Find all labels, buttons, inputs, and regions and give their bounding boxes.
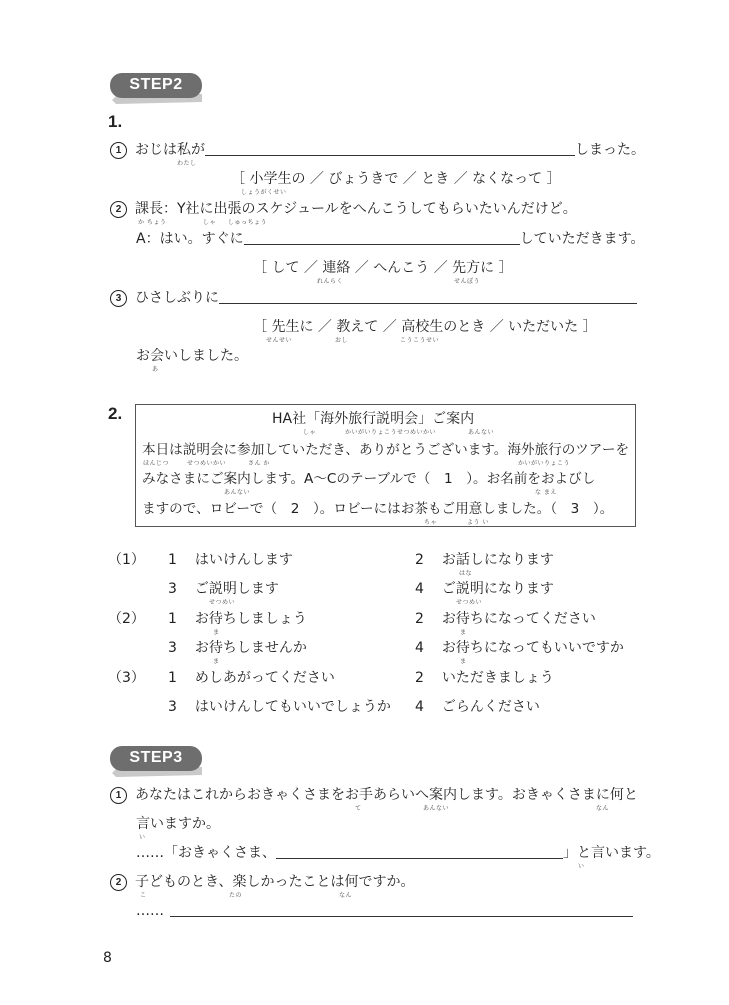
furigana: せんせい [266, 337, 293, 344]
option-choice[interactable] [415, 698, 540, 716]
furigana: か ちょう [138, 219, 167, 226]
notice-title: HA社「海外旅行説明会」ご案内 [272, 411, 475, 427]
choice-text: お待ちになってもいいですか [441, 640, 624, 656]
circle-marker: 3 [110, 290, 127, 307]
choice-number: 3 [168, 640, 177, 656]
choice-text: めしあがってください [194, 670, 335, 686]
furigana: さん か [248, 460, 270, 467]
furigana: ほんじつ [143, 460, 170, 467]
option-choice[interactable] [415, 639, 624, 657]
q1-item-2-choices: ［ して ／ 連絡 ／ へんこう ／ 先方に ］ [253, 260, 513, 276]
option-choice[interactable] [168, 669, 335, 687]
furigana: かいがいりょこう [518, 460, 571, 467]
choice-text: お話しになります [441, 552, 554, 568]
option-group-label: （1） [108, 552, 145, 568]
furigana: い [578, 863, 585, 870]
answer-blank[interactable] [219, 289, 637, 304]
choice-text: ご説明になります [441, 581, 554, 597]
choice-text: はいけんしてもいいでしょうか [194, 699, 391, 715]
furigana: しょうがくせい [241, 189, 287, 196]
page-number: 8 [103, 950, 112, 966]
circle-marker: 1 [110, 142, 127, 159]
step3-item-1-line1 [110, 786, 638, 804]
furigana: よう い [467, 519, 489, 526]
choice-text: お待ちしませんか [194, 640, 307, 656]
q1-item-2-line2 [136, 230, 644, 248]
furigana: ま [460, 629, 467, 636]
option-choice[interactable] [168, 639, 307, 657]
furigana: なん [339, 892, 353, 899]
furigana: しゅっちょう [228, 219, 268, 226]
q1-item-2-before: A：はい。すぐに [136, 231, 244, 247]
answer-prefix: ……「おきゃくさま、 [136, 845, 276, 861]
answer-blank[interactable] [244, 230, 520, 245]
option-choice[interactable] [415, 551, 554, 569]
option-choice[interactable] [168, 610, 307, 628]
furigana: せつめい [456, 599, 483, 606]
furigana: なん [596, 805, 610, 812]
choice-number: 3 [168, 699, 177, 715]
q1-item-2-line1 [110, 200, 577, 218]
q1-item-2-after: していただきます。 [519, 231, 645, 247]
choice-text: ご説明します [194, 581, 279, 597]
circle-marker: 2 [110, 874, 127, 891]
furigana: ま [213, 629, 220, 636]
furigana: て [355, 805, 362, 812]
notice-line-1: 本日は説明会に参加していただき、ありがとうございます。海外旅行のツアーを [142, 442, 630, 458]
q1-item-3-choices: ［ 先生に ／ 教えて ／ 高校生のとき ／ いただいた ］ [253, 319, 597, 335]
step3-item-2-text: 子どものとき、楽しかったことは何ですか。 [135, 874, 415, 890]
option-choice[interactable] [415, 580, 554, 598]
answer-blank[interactable] [205, 141, 575, 156]
furigana: こうこうせい [400, 337, 440, 344]
furigana: おし [335, 337, 349, 344]
q1-item-2-text: 課長：Y社に出張のスケジュールをへんこうしてもらいたいんだけど。 [135, 201, 577, 217]
option-choice[interactable] [415, 669, 554, 687]
choice-number: 1 [168, 552, 177, 568]
furigana: れんらく [317, 278, 344, 285]
furigana: せつめいかい [187, 460, 227, 467]
option-group-label: （3） [108, 670, 145, 686]
furigana: あ [152, 366, 159, 373]
furigana: ま [213, 658, 220, 665]
furigana: な まえ [535, 489, 557, 496]
q1-item-3 [110, 289, 637, 307]
step3-item-2-line1 [110, 873, 414, 891]
option-group-label: （2） [108, 611, 145, 627]
choice-text: ごらんください [441, 699, 540, 715]
furigana: わたし [177, 160, 197, 167]
notice-line-3: ますので、ロビーで（ 2 ）。ロビーにはお茶もご用意しました。（ 3 ）。 [142, 501, 614, 517]
furigana: はな [459, 570, 473, 577]
choice-text: いただきましょう [441, 670, 554, 686]
step3-item-1-text: あなたはこれからおきゃくさまをお手あらいへ案内します。おきゃくさまに何と [135, 787, 638, 803]
q1-item-3-after: お会いしました。 [136, 348, 248, 364]
choice-number: 4 [415, 699, 424, 715]
furigana: せつめい [209, 599, 236, 606]
choice-text: お待ちしましょう [194, 611, 307, 627]
notice-line-2: みなさまにご案内します。A～Cのテーブルで（ 1 ）。お名前をおよびし [142, 471, 596, 487]
furigana: しゃ [303, 429, 317, 436]
furigana: ちゃ [424, 519, 438, 526]
furigana: あんない [423, 805, 450, 812]
option-choice[interactable] [168, 580, 279, 598]
step2-badge [108, 72, 206, 106]
step3-item-1-line2: 言いますか。 [136, 816, 220, 832]
furigana: あんない [224, 489, 251, 496]
furigana: い [139, 834, 146, 841]
step3-item-1-answer [136, 844, 660, 862]
q1-item-3-before: ひさしぶりに [135, 290, 219, 306]
question-2-number: 2. [108, 404, 123, 423]
choice-number: 1 [168, 670, 177, 686]
furigana: しゃ [203, 219, 217, 226]
furigana: せんぽう [454, 278, 481, 285]
q1-item-1-before: おじは私が [135, 142, 205, 158]
choice-number: 4 [415, 581, 424, 597]
option-choice[interactable] [415, 610, 596, 628]
step2-label: STEP2 [129, 76, 183, 93]
furigana: たの [229, 892, 243, 899]
choice-number: 1 [168, 611, 177, 627]
q1-item-1-choices: ［ 小学生の ／ びょうきで ／ とき ／ なくなって ］ [231, 171, 561, 187]
q1-item-1 [110, 141, 645, 159]
furigana: あんない [468, 429, 495, 436]
choice-number: 2 [415, 552, 424, 568]
furigana: かいがいりょこうせつめいかい [345, 429, 437, 436]
furigana: こ [140, 892, 147, 899]
answer-suffix: 」と言います。 [563, 845, 660, 861]
step3-label: STEP3 [129, 749, 183, 766]
choice-text: お待ちになってください [441, 611, 596, 627]
answer-blank[interactable] [170, 902, 633, 917]
choice-number: 3 [168, 581, 177, 597]
step3-item-2-answer [136, 902, 633, 920]
choice-number: 2 [415, 670, 424, 686]
answer-prefix: …… [136, 903, 164, 919]
circle-marker: 1 [110, 787, 127, 804]
q1-item-1-after: しまった。 [575, 142, 645, 158]
question-1-number: 1. [108, 112, 123, 131]
choice-number: 2 [415, 611, 424, 627]
choice-number: 4 [415, 640, 424, 656]
circle-marker: 2 [110, 201, 127, 218]
furigana: ま [460, 658, 467, 665]
answer-blank[interactable] [276, 844, 563, 859]
option-choice[interactable] [168, 698, 391, 716]
option-choice[interactable] [168, 551, 293, 569]
step3-badge [108, 745, 206, 779]
choice-text: はいけんします [194, 552, 293, 568]
